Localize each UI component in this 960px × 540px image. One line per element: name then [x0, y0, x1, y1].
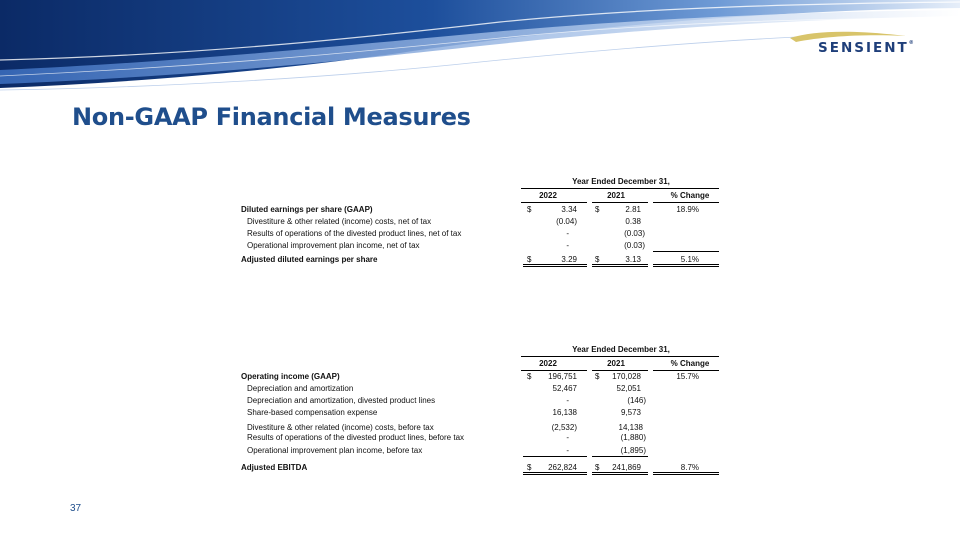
col-header-rule-2022	[521, 202, 587, 203]
table-row	[241, 383, 721, 395]
logo-trademark: ®	[908, 40, 914, 46]
pct-change: 5.1%	[680, 255, 699, 264]
value-2022: -	[566, 229, 569, 238]
period-header: Year Ended December 31,	[572, 345, 670, 354]
total-double-rule-2022	[523, 264, 587, 267]
currency-2021: $	[595, 463, 600, 472]
col-header-2022: 2022	[539, 191, 557, 200]
table-row	[241, 254, 721, 266]
row-label: Operational improvement plan income, net of tax	[247, 241, 420, 250]
row-label: Share-based compensation expense	[247, 408, 378, 417]
value-2022: 3.29	[561, 255, 577, 264]
pct-change: 8.7%	[680, 463, 699, 472]
subtotal-rule	[653, 251, 719, 252]
logo-wordmark: SENSIENT	[818, 40, 909, 56]
currency-2022: $	[527, 372, 532, 381]
row-label: Results of operations of the divested product lines, before tax	[247, 433, 465, 442]
value-2022: 52,467	[552, 384, 577, 393]
table-row	[241, 445, 721, 457]
total-double-rule-pct	[653, 472, 719, 475]
value-2022: -	[566, 433, 569, 442]
row-label: Adjusted diluted earnings per share	[241, 255, 378, 264]
pct-change: 18.9%	[676, 205, 699, 214]
row-label: Divestiture & other related (income) costs, before tax	[247, 423, 434, 432]
value-2021: (0.03)	[624, 229, 645, 238]
currency-2021: $	[595, 255, 600, 264]
value-2021: (146)	[627, 396, 646, 405]
row-label: Divestiture & other related (income) costs, net of tax	[247, 217, 432, 226]
col-header-pct-change: % Change	[670, 359, 710, 368]
slide-title: Non-GAAP Financial Measures	[72, 103, 471, 131]
table-row	[241, 432, 721, 444]
col-header-2022: 2022	[539, 359, 557, 368]
value-2021: 170,028	[612, 372, 641, 381]
value-2021: 2.81	[625, 205, 641, 214]
value-2022: 16,138	[552, 408, 577, 417]
subtotal-rule-2021	[592, 456, 648, 457]
table-row	[241, 240, 721, 252]
row-label: Depreciation and amortization, divested product lines	[247, 396, 436, 405]
value-2021: 3.13	[625, 255, 641, 264]
value-2022: -	[566, 396, 569, 405]
total-double-rule-pct	[653, 264, 719, 267]
value-2022: 3.34	[561, 205, 577, 214]
row-label: Diluted earnings per share (GAAP)	[241, 205, 373, 214]
row-label: Adjusted EBITDA	[241, 463, 308, 472]
col-header-2021: 2021	[607, 191, 625, 200]
value-2021: 52,051	[616, 384, 641, 393]
table-row	[241, 204, 721, 216]
table-row	[241, 228, 721, 240]
table-row	[241, 407, 721, 419]
value-2022: -	[566, 446, 569, 455]
col-header-rule-pct	[653, 202, 719, 203]
value-2021: (0.03)	[624, 241, 645, 250]
value-2022: 262,824	[548, 463, 577, 472]
total-double-rule-2022	[523, 472, 587, 475]
table-row	[241, 216, 721, 228]
row-label: Operating income (GAAP)	[241, 372, 340, 381]
row-label: Operational improvement plan income, before tax	[247, 446, 423, 455]
pct-change: 15.7%	[676, 372, 699, 381]
subtotal-rule-2022	[523, 456, 587, 457]
value-2021: (1,895)	[620, 446, 646, 455]
table-row	[241, 371, 721, 383]
value-2022: -	[566, 241, 569, 250]
company-logo	[818, 40, 914, 56]
col-header-2021: 2021	[607, 359, 625, 368]
currency-2022: $	[527, 205, 532, 214]
total-double-rule-2021	[592, 264, 648, 267]
header-rule	[521, 356, 719, 357]
currency-2021: $	[595, 205, 600, 214]
header-rule	[521, 188, 719, 189]
currency-2022: $	[527, 463, 532, 472]
value-2021: 9,573	[620, 408, 641, 417]
col-header-rule-2021	[592, 202, 648, 203]
period-header: Year Ended December 31,	[572, 177, 670, 186]
table-row	[241, 395, 721, 407]
total-double-rule-2021	[592, 472, 648, 475]
value-2021: 241,869	[612, 463, 641, 472]
value-2022: (2,532)	[551, 423, 577, 432]
value-2021: (1,880)	[620, 433, 646, 442]
value-2022: 196,751	[548, 372, 577, 381]
row-label: Depreciation and amortization	[247, 384, 354, 393]
col-header-pct-change: % Change	[670, 191, 710, 200]
currency-2022: $	[527, 255, 532, 264]
page-number: 37	[70, 503, 82, 514]
value-2022: (0.04)	[556, 217, 577, 226]
row-label: Results of operations of the divested product lines, net of tax	[247, 229, 462, 238]
value-2021: 0.38	[625, 217, 641, 226]
table-row	[241, 462, 721, 474]
currency-2021: $	[595, 372, 600, 381]
value-2021: 14,138	[618, 423, 643, 432]
